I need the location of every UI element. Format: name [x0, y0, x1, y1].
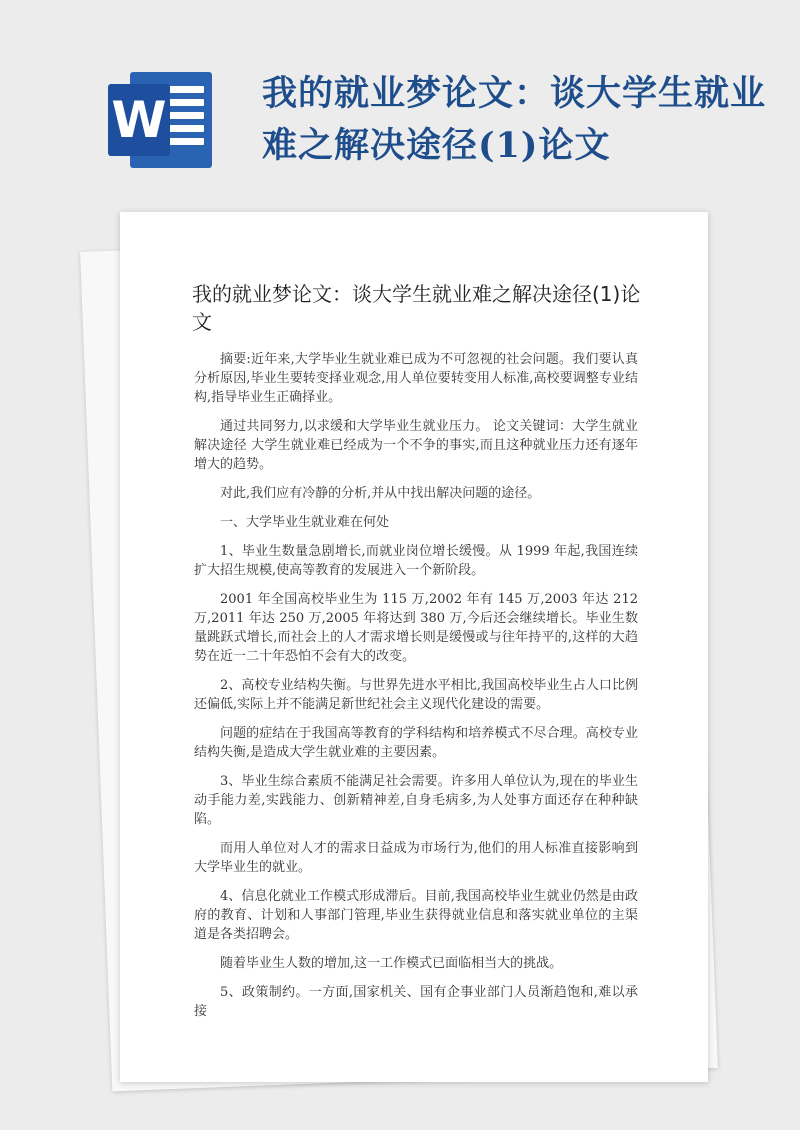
paragraph: 摘要:近年来,大学毕业生就业难已成为不可忽视的社会问题。我们要认真分析原因,毕业生要转变择业观念,用人单位要转变用人标准,高校要调整专业结构,指导毕业生正确择业。 [194, 352, 638, 405]
document-page [120, 212, 708, 1082]
preview-header [0, 0, 800, 200]
word-document-icon [108, 72, 212, 168]
paragraph: 而用人单位对人才的需求日益成为市场行为,他们的用人标准直接影响到大学毕业生的就业。 [194, 841, 638, 875]
paragraph: 1、毕业生数量急剧增长,而就业岗位增长缓慢。从 1999 年起,我国连续扩大招生规模,使高等教育的发展进入一个新阶段。 [194, 544, 638, 578]
paragraph: 随着毕业生人数的增加,这一工作模式已面临相当大的挑战。 [220, 956, 563, 971]
paragraph: 5、政策制约。一方面,国家机关、国有企事业部门人员渐趋饱和,难以承接 [194, 985, 638, 1019]
paragraph: 问题的症结在于我国高等教育的学科结构和培养模式不尽合理。高校专业结构失衡,是造成大学生就业难的主要因素。 [194, 726, 638, 760]
header-title: 我的就业梦论文：谈大学生就业难之解决途径(1)论文 [262, 73, 767, 166]
document-body [194, 350, 638, 1031]
paragraph: 2001 年全国高校毕业生为 115 万,2002 年有 145 万,2003 年达 212 万,2011 年达 250 万,2005 年将达到 380 万,今后还会继续增长。毕业生数量跳跃式增长,而社会上的人才需求增长则是缓慢或与往年持平的,这样的大趋势在近一二十年恐怕不会有大的改变。 [194, 592, 638, 664]
icon-lines [164, 86, 204, 151]
paragraph: 对此,我们应有冷静的分析,并从中找出解决问题的途径。 [220, 486, 541, 501]
paragraph: 4、信息化就业工作模式形成滞后。目前,我国高校毕业生就业仍然是由政府的教育、计划和人事部门管理,毕业生获得就业信息和落实就业单位的主渠道是各类招聘会。 [194, 889, 638, 942]
paragraph: 通过共同努力,以求缓和大学毕业生就业压力。 论文关键词：大学生就业 解决途径 大学生就业难已经成为一个不争的事实,而且这种就业压力还有逐年增大的趋势。 [194, 419, 638, 472]
paragraph: 3、毕业生综合素质不能满足社会需要。许多用人单位认为,现在的毕业生动手能力差,实践能力、创新精神差,自身毛病多,为人处事方面还存在种种缺陷。 [194, 774, 638, 827]
paragraph: 2、高校专业结构失衡。与世界先进水平相比,我国高校毕业生占人口比例还偏低,实际上并不能满足新世纪社会主义现代化建设的需要。 [194, 678, 638, 712]
icon-badge: W [108, 84, 170, 156]
section-heading: 一、大学毕业生就业难在何处 [220, 515, 390, 530]
document-title: 我的就业梦论文：谈大学生就业难之解决途径(1)论文 [192, 282, 641, 334]
